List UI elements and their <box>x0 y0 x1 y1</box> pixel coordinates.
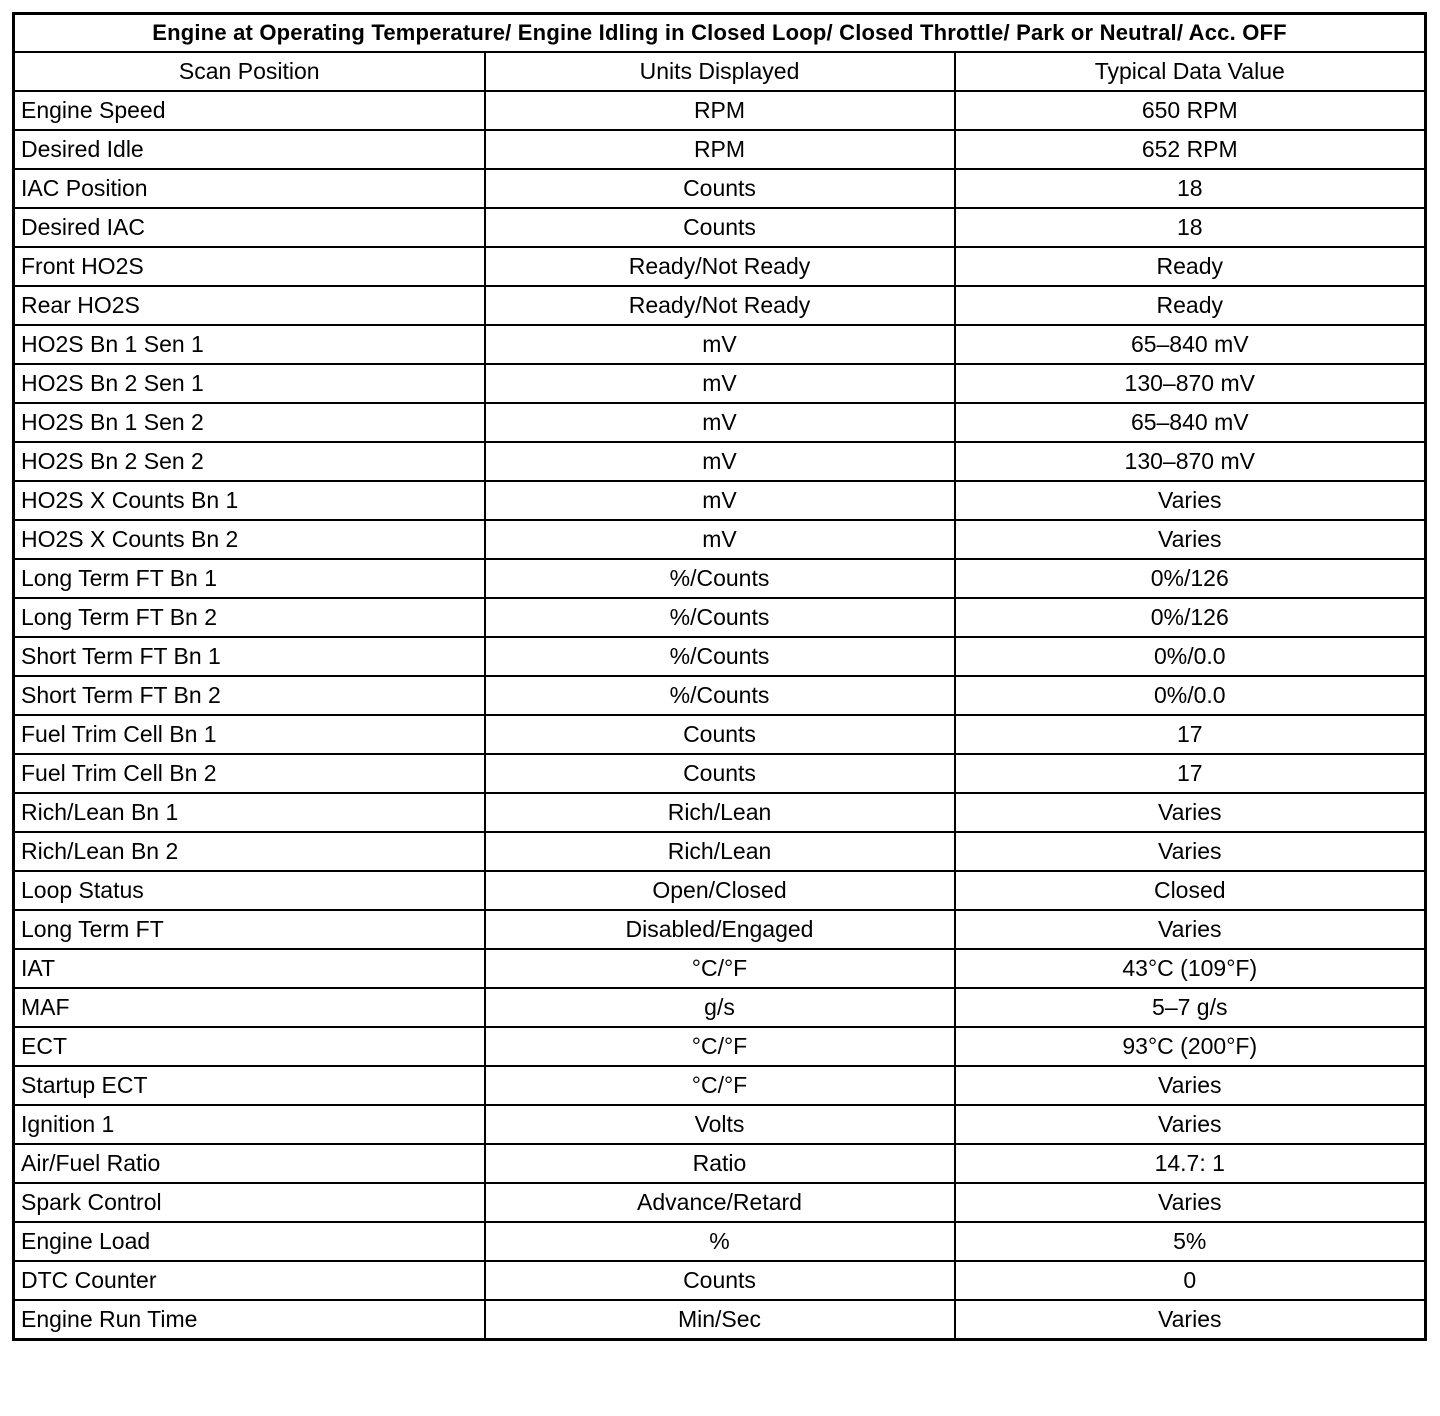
units-cell: Ready/Not Ready <box>485 247 955 286</box>
param-cell: Short Term FT Bn 1 <box>14 637 485 676</box>
table-row <box>14 130 1426 169</box>
param-cell: HO2S Bn 2 Sen 1 <box>14 364 485 403</box>
scan-data-table <box>12 12 1427 1341</box>
table-row <box>14 715 1426 754</box>
value-cell: Varies <box>955 520 1426 559</box>
value-cell: Varies <box>955 1183 1426 1222</box>
units-cell: °C/°F <box>485 949 955 988</box>
title-row <box>14 14 1426 53</box>
table-title: Engine at Operating Temperature/ Engine Idling in Closed Loop/ Closed Throttle/ Park or Neutral/ Acc. OFF <box>14 14 1426 53</box>
table-row <box>14 169 1426 208</box>
units-cell: °C/°F <box>485 1027 955 1066</box>
value-cell: Ready <box>955 286 1426 325</box>
value-cell: 652 RPM <box>955 130 1426 169</box>
param-cell: Fuel Trim Cell Bn 2 <box>14 754 485 793</box>
units-cell: Counts <box>485 754 955 793</box>
units-cell: Min/Sec <box>485 1300 955 1340</box>
table-row <box>14 637 1426 676</box>
column-header-scan-position: Scan Position <box>14 52 485 91</box>
param-cell: Short Term FT Bn 2 <box>14 676 485 715</box>
table-row <box>14 949 1426 988</box>
param-cell: IAC Position <box>14 169 485 208</box>
value-cell: 5–7 g/s <box>955 988 1426 1027</box>
param-cell: Rear HO2S <box>14 286 485 325</box>
value-cell: Closed <box>955 871 1426 910</box>
table-row <box>14 247 1426 286</box>
column-header-row <box>14 52 1426 91</box>
value-cell: 18 <box>955 169 1426 208</box>
units-cell: mV <box>485 364 955 403</box>
param-cell: Startup ECT <box>14 1066 485 1105</box>
table-row <box>14 364 1426 403</box>
table-row <box>14 871 1426 910</box>
param-cell: ECT <box>14 1027 485 1066</box>
param-cell: Engine Load <box>14 1222 485 1261</box>
table-row <box>14 286 1426 325</box>
value-cell: 65–840 mV <box>955 403 1426 442</box>
table-row <box>14 676 1426 715</box>
table-row <box>14 1027 1426 1066</box>
units-cell: mV <box>485 520 955 559</box>
param-cell: Spark Control <box>14 1183 485 1222</box>
table-row <box>14 832 1426 871</box>
units-cell: Rich/Lean <box>485 793 955 832</box>
table-row <box>14 91 1426 130</box>
units-cell: %/Counts <box>485 637 955 676</box>
units-cell: mV <box>485 481 955 520</box>
table-row <box>14 1144 1426 1183</box>
param-cell: Rich/Lean Bn 1 <box>14 793 485 832</box>
param-cell: IAT <box>14 949 485 988</box>
value-cell: Varies <box>955 1105 1426 1144</box>
param-cell: Engine Speed <box>14 91 485 130</box>
param-cell: HO2S Bn 2 Sen 2 <box>14 442 485 481</box>
value-cell: Ready <box>955 247 1426 286</box>
table-row <box>14 208 1426 247</box>
units-cell: Advance/Retard <box>485 1183 955 1222</box>
value-cell: 18 <box>955 208 1426 247</box>
value-cell: 130–870 mV <box>955 442 1426 481</box>
units-cell: Ratio <box>485 1144 955 1183</box>
value-cell: 14.7: 1 <box>955 1144 1426 1183</box>
table-row <box>14 988 1426 1027</box>
table-row <box>14 1222 1426 1261</box>
param-cell: Desired IAC <box>14 208 485 247</box>
value-cell: Varies <box>955 910 1426 949</box>
param-cell: Front HO2S <box>14 247 485 286</box>
table-row <box>14 1183 1426 1222</box>
value-cell: 0%/126 <box>955 559 1426 598</box>
param-cell: Long Term FT <box>14 910 485 949</box>
value-cell: Varies <box>955 1066 1426 1105</box>
units-cell: Volts <box>485 1105 955 1144</box>
value-cell: 0%/0.0 <box>955 637 1426 676</box>
table-row <box>14 598 1426 637</box>
value-cell: 65–840 mV <box>955 325 1426 364</box>
units-cell: Open/Closed <box>485 871 955 910</box>
units-cell: Ready/Not Ready <box>485 286 955 325</box>
units-cell: Disabled/Engaged <box>485 910 955 949</box>
value-cell: 0 <box>955 1261 1426 1300</box>
table-row <box>14 1105 1426 1144</box>
units-cell: Counts <box>485 1261 955 1300</box>
param-cell: Ignition 1 <box>14 1105 485 1144</box>
table-body <box>14 91 1426 1340</box>
table-row <box>14 442 1426 481</box>
param-cell: Air/Fuel Ratio <box>14 1144 485 1183</box>
value-cell: 17 <box>955 715 1426 754</box>
param-cell: Long Term FT Bn 1 <box>14 559 485 598</box>
units-cell: % <box>485 1222 955 1261</box>
table-row <box>14 520 1426 559</box>
units-cell: RPM <box>485 130 955 169</box>
units-cell: RPM <box>485 91 955 130</box>
table-row <box>14 325 1426 364</box>
param-cell: HO2S X Counts Bn 1 <box>14 481 485 520</box>
param-cell: HO2S Bn 1 Sen 1 <box>14 325 485 364</box>
units-cell: Counts <box>485 169 955 208</box>
units-cell: Counts <box>485 208 955 247</box>
param-cell: Desired Idle <box>14 130 485 169</box>
value-cell: 650 RPM <box>955 91 1426 130</box>
param-cell: HO2S Bn 1 Sen 2 <box>14 403 485 442</box>
table-row <box>14 1261 1426 1300</box>
units-cell: Rich/Lean <box>485 832 955 871</box>
table-row <box>14 1066 1426 1105</box>
param-cell: MAF <box>14 988 485 1027</box>
param-cell: DTC Counter <box>14 1261 485 1300</box>
value-cell: 93°C (200°F) <box>955 1027 1426 1066</box>
units-cell: mV <box>485 442 955 481</box>
table-row <box>14 793 1426 832</box>
units-cell: %/Counts <box>485 676 955 715</box>
param-cell: HO2S X Counts Bn 2 <box>14 520 485 559</box>
value-cell: 0%/0.0 <box>955 676 1426 715</box>
param-cell: Long Term FT Bn 2 <box>14 598 485 637</box>
value-cell: 17 <box>955 754 1426 793</box>
units-cell: mV <box>485 325 955 364</box>
value-cell: 130–870 mV <box>955 364 1426 403</box>
units-cell: %/Counts <box>485 559 955 598</box>
param-cell: Rich/Lean Bn 2 <box>14 832 485 871</box>
value-cell: 43°C (109°F) <box>955 949 1426 988</box>
param-cell: Fuel Trim Cell Bn 1 <box>14 715 485 754</box>
table-row <box>14 403 1426 442</box>
value-cell: 5% <box>955 1222 1426 1261</box>
param-cell: Engine Run Time <box>14 1300 485 1340</box>
units-cell: mV <box>485 403 955 442</box>
units-cell: %/Counts <box>485 598 955 637</box>
table-row <box>14 559 1426 598</box>
value-cell: Varies <box>955 832 1426 871</box>
table-row <box>14 754 1426 793</box>
value-cell: 0%/126 <box>955 598 1426 637</box>
units-cell: g/s <box>485 988 955 1027</box>
value-cell: Varies <box>955 793 1426 832</box>
table-row <box>14 910 1426 949</box>
value-cell: Varies <box>955 1300 1426 1340</box>
column-header-units-displayed: Units Displayed <box>485 52 955 91</box>
table-row <box>14 481 1426 520</box>
param-cell: Loop Status <box>14 871 485 910</box>
units-cell: °C/°F <box>485 1066 955 1105</box>
units-cell: Counts <box>485 715 955 754</box>
column-header-typical-data-value: Typical Data Value <box>955 52 1426 91</box>
value-cell: Varies <box>955 481 1426 520</box>
table-row <box>14 1300 1426 1340</box>
